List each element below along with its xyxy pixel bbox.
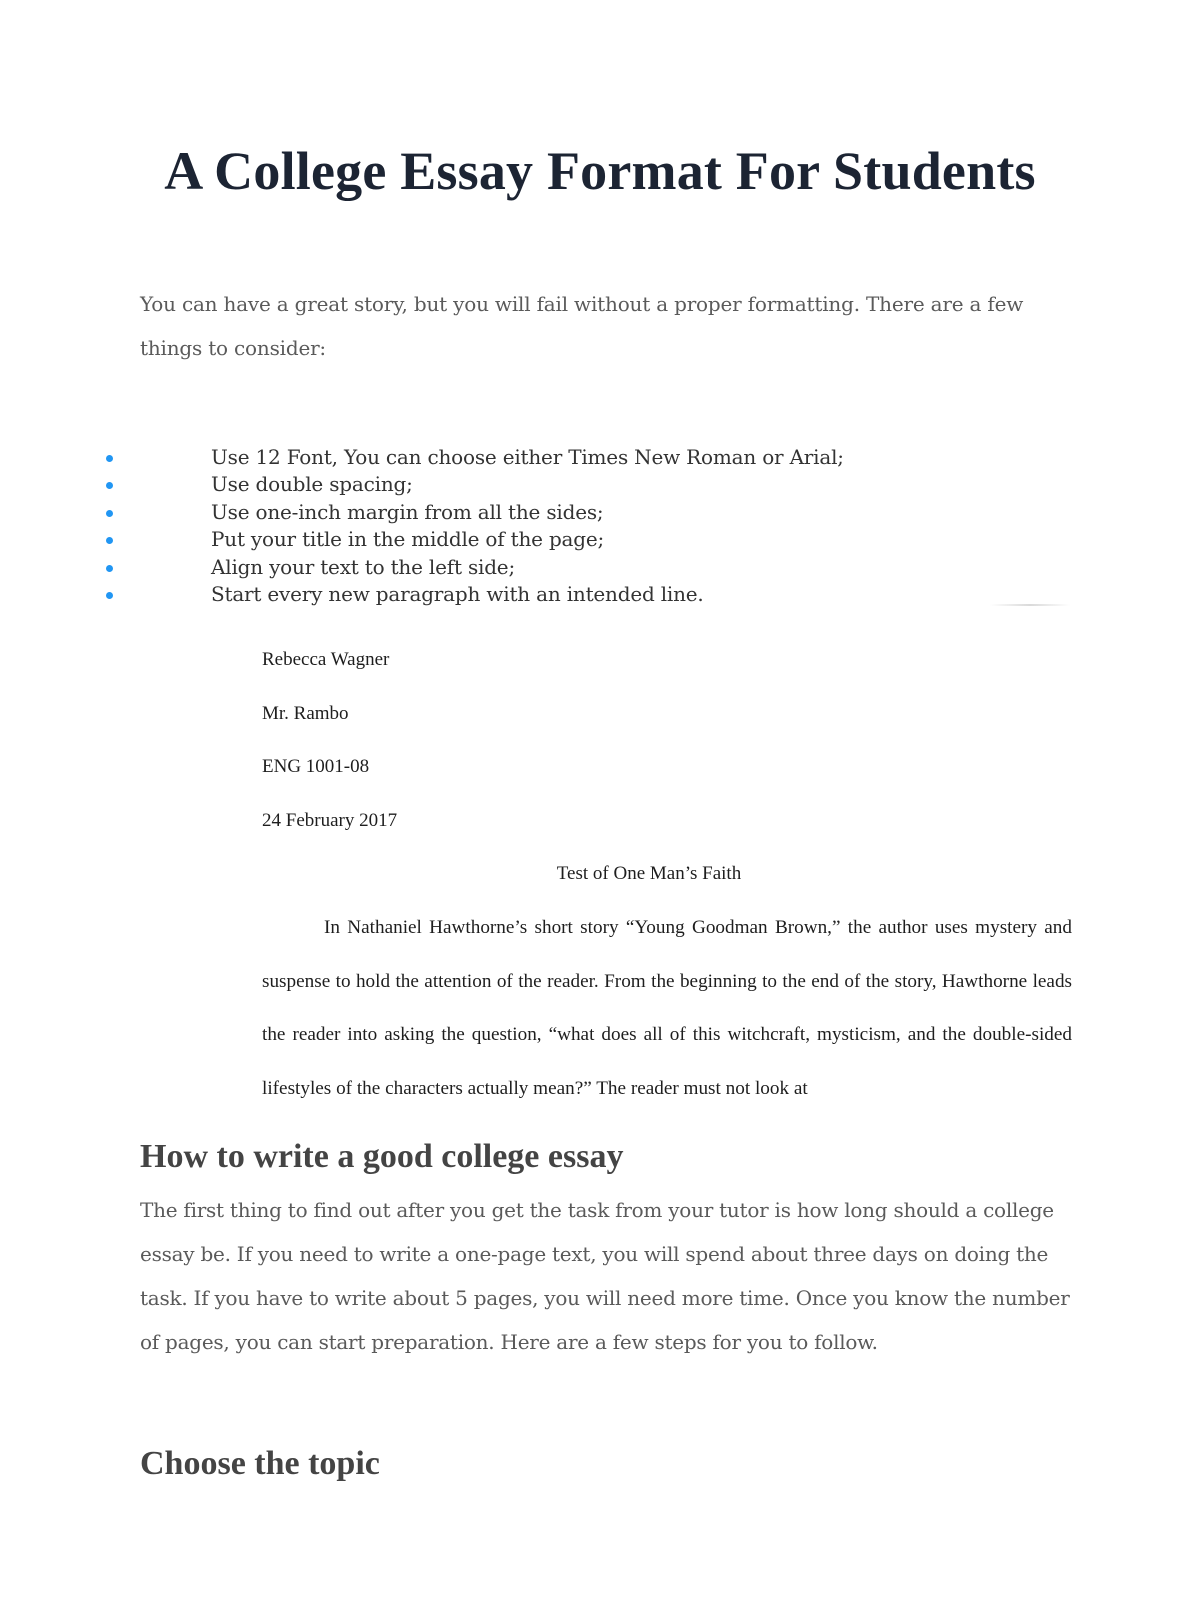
bullet-icon bbox=[106, 537, 113, 544]
list-item-text: Use 12 Font, You can choose either Times New Roman or Arial; bbox=[211, 445, 844, 469]
list-item-text: Start every new paragraph with an intended line. bbox=[211, 581, 704, 606]
teacher-name: Mr. Rambo bbox=[262, 702, 349, 724]
bullet-icon bbox=[106, 565, 113, 572]
list-item-text: Use double spacing; bbox=[211, 472, 413, 497]
essay-paragraph: In Nathaniel Hawthorne’s short story “Young Goodman Brown,” the author uses mystery and suspense to hold the attention of the reader. From the beginning to the end of the story, Hawthorne leads the reader into asking the question, “what does all of this witchcraft, mysticism, and the double-sided lifestyles of the characters actually mean?” The reader must not look at bbox=[262, 916, 1072, 1099]
list-item-text: Use one-inch margin from all the sides; bbox=[211, 499, 604, 524]
list-item-text: Put your title in the middle of the page; bbox=[211, 527, 605, 552]
bullet-icon bbox=[106, 455, 113, 462]
scan-artifact bbox=[990, 604, 1070, 606]
page-title: A College Essay Format For Students bbox=[164, 141, 1036, 201]
list-item-text: Align your text to the left side; bbox=[211, 554, 515, 579]
bullet-icon bbox=[106, 510, 113, 517]
essay-date: 24 February 2017 bbox=[262, 809, 398, 831]
section-heading: How to write a good college essay bbox=[140, 1138, 624, 1175]
student-name: Rebecca Wagner bbox=[262, 649, 390, 670]
bullet-icon bbox=[106, 482, 113, 489]
essay-title: Test of One Man’s Faith bbox=[556, 863, 742, 885]
course-code: ENG 1001-08 bbox=[262, 756, 370, 778]
sample-essay-image bbox=[262, 648, 1072, 1115]
intro-paragraph: You can have a great story, but you will fail without a proper formatting. There are a few things to consider: bbox=[140, 292, 1024, 360]
section-heading: Choose the topic bbox=[140, 1445, 380, 1482]
bullet-icon bbox=[106, 592, 113, 599]
section-body: The first thing to find out after you get the task from your tutor is how long should a college essay be. If you need to write a one-page text, you will spend about three days on doing the task. If you have to write about 5 pages, you will need more time. Once you know the number of pages, you can start preparation. Here are a few steps for you to follow. bbox=[140, 1198, 1070, 1354]
